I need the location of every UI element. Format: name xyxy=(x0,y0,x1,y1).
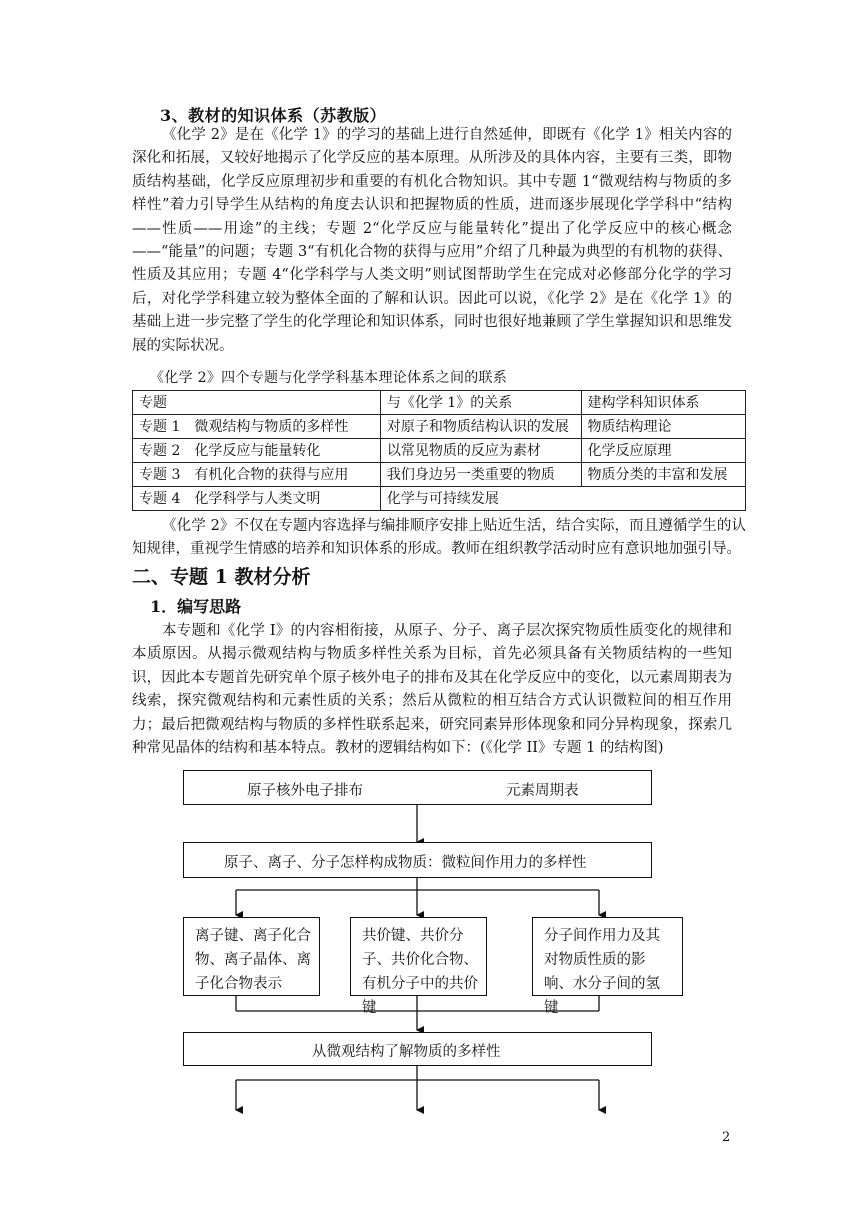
design-paragraph: 本专题和《化学 I》的内容相衔接，从原子、分子、离子层次探究物质性质变化的规律和本质原因。从揭示微观结构与物质多样性关系为目标，首先必须具备有关物质结构的一些知识，因此本专题首先研究单个原子核外电子的排布及其在化学反应中的变化，以元素周期表为线索，探究微观结构和元素性质的关系；然后从微粒的相互结合方式认识微粒间的相互作用力；最后把微观结构与物质的多样性联系起来，研究同素异形体现象和同分异构现象，探索几种常见晶体的结构和基本特点。教材的逻辑结构如下：(《化学 II》专题 1 的结构图) xyxy=(132,623,732,757)
box-text-covalent: 共价键、共价分子、共价化合物、有机分子中的共价键 xyxy=(362,928,478,1016)
table-cell: 物质结构理论 xyxy=(581,415,745,439)
table-cell: 化学与可持续发展 xyxy=(380,487,745,511)
table-row xyxy=(133,439,746,463)
box-text-particle-forces: 原子、离子、分子怎样构成物质：微粒间作用力的多样性 xyxy=(224,855,587,871)
table-header-cell: 与《化学 1》的关系 xyxy=(380,391,581,415)
table-cell: 专题 1 微观结构与物质的多样性 xyxy=(133,415,381,439)
box-text-intermolecular: 分子间作用力及其对物质性质的影响、水分子间的氢键 xyxy=(544,928,660,1016)
table-cell: 我们身边另一类重要的物质 xyxy=(380,463,581,487)
table-cell: 专题 2 化学反应与能量转化 xyxy=(133,439,381,463)
box-text-ionic: 离子键、离子化合物、离子晶体、离子化合物表示 xyxy=(195,928,311,992)
section-title: 3、教材的知识体系（苏教版） xyxy=(160,106,387,125)
table-header-cell: 建构学科知识体系 xyxy=(581,391,745,415)
table-cell: 物质分类的丰富和发展 xyxy=(581,463,745,487)
flowchart-box-particle-forces xyxy=(183,842,652,878)
intro-paragraph: 《化学 2》是在《化学 1》的学习的基础上进行自然延伸，即既有《化学 1》相关内容的深化和拓展，又较好地揭示了化学反应的基本原理。从所涉及的具体内容，主要有三类，即物质结构基础，化学反应原理初步和重要的有机化合物知识。其中专题 1“微观结构与物质的多样性”着力引导学生从结构的角度去认识和把握物质的性质，进而逐步展现化学学科中“结构——性质——用途”的主线；专题 2“化学反应与能量转化”提出了化学反应中的核心概念——“能量”的问题；专题 3“有机化合物的获得与应用”介绍了几种最为典型的有机物的获得、性质及其应用；专题 4“化学科学与人类文明”则试图帮助学生在完成对必修部分化学的学习后，对化学学科建立较为整体全面的了解和认识。因此可以说，《化学 2》是在《化学 1》的基础上进一步完整了学生的化学理论和知识体系，同时也很好地兼顾了学生掌握知识和思维发展的实际状况。 xyxy=(132,127,732,354)
page-number: 2 xyxy=(722,1130,731,1145)
table-cell: 专题 3 有机化合物的获得与应用 xyxy=(133,463,381,487)
table-row xyxy=(133,463,746,487)
table-header-row xyxy=(133,391,746,415)
box-text-diversity: 从微观结构了解物质的多样性 xyxy=(312,1044,501,1060)
after-table-paragraph: 《化学 2》不仅在专题内容选择与编排顺序安排上贴近生活，结合实际，而且遵循学生的认知规律，重视学生情感的培养和知识体系的形成。教师在组织教学活动时应有意识地加强引导。 xyxy=(132,518,746,558)
flowchart-box-intermolecular xyxy=(532,917,683,1016)
flowchart-box-covalent xyxy=(350,917,487,1016)
table-row xyxy=(133,487,746,511)
table-caption: 《化学 2》四个专题与化学学科基本理论体系之间的联系 xyxy=(150,370,508,386)
subheading: 1．编写思路 xyxy=(150,597,242,616)
table-cell: 化学反应原理 xyxy=(581,439,745,463)
box-text-periodic-table: 元素周期表 xyxy=(506,783,579,799)
chapter-heading: 二、专题 1 教材分析 xyxy=(132,566,311,588)
flowchart-box-electron-periodic xyxy=(183,770,652,805)
table-header-cell: 专题 xyxy=(133,391,381,415)
box-text-electron-arrangement: 原子核外电子排布 xyxy=(247,783,363,799)
topics-table xyxy=(132,390,746,511)
table-cell: 对原子和物质结构认识的发展 xyxy=(380,415,581,439)
flowchart-box-ionic xyxy=(183,917,320,996)
flowchart-box-diversity xyxy=(183,1032,652,1066)
table-cell: 专题 4 化学科学与人类文明 xyxy=(133,487,381,511)
table-cell: 以常见物质的反应为素材 xyxy=(380,439,581,463)
table-row xyxy=(133,415,746,439)
